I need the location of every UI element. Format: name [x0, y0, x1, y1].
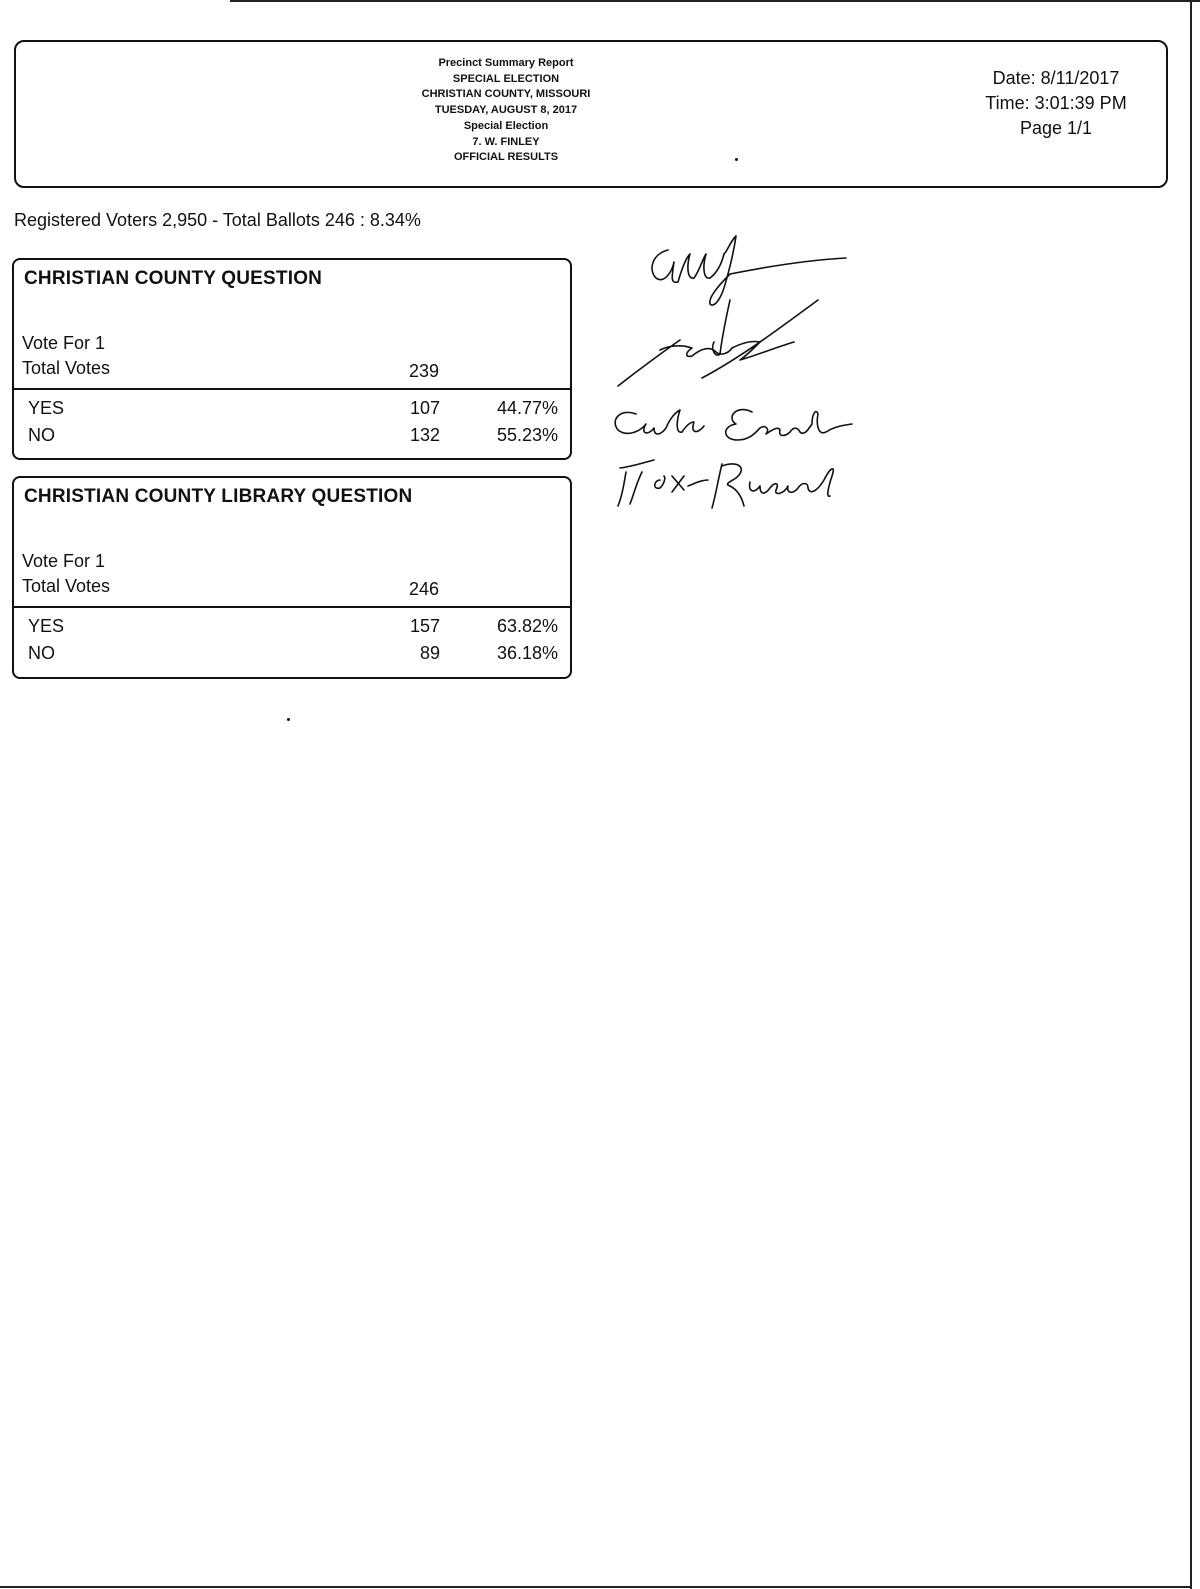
- precinct-name: 7. W. FINLEY: [472, 135, 540, 148]
- total-votes-value: 239: [408, 361, 439, 381]
- choice-name: YES: [28, 616, 65, 636]
- contest-box-county-question: [12, 258, 572, 460]
- report-time: Time: 3:01:39 PM: [985, 93, 1127, 113]
- choice-row: [14, 643, 570, 669]
- vote-for: Vote For 1: [22, 551, 106, 571]
- report-title: Precinct Summary Report: [438, 57, 574, 69]
- total-votes-label: Total Votes: [22, 576, 111, 596]
- election-name: SPECIAL ELECTION: [452, 72, 560, 85]
- choice-name: NO: [28, 643, 55, 663]
- signature-4: [618, 460, 833, 508]
- choice-row: [14, 398, 570, 424]
- choice-votes: 157: [409, 616, 440, 636]
- total-votes-label: Total Votes: [22, 358, 111, 378]
- divider: [14, 606, 570, 608]
- page-border-right: [1190, 0, 1192, 1589]
- choice-percent: 36.18%: [496, 643, 558, 663]
- contest-box-library-question: [12, 476, 572, 679]
- contest-title: CHRISTIAN COUNTY QUESTION: [24, 268, 323, 289]
- choice-votes: 107: [409, 398, 440, 418]
- jurisdiction: CHRISTIAN COUNTY, MISSOURI: [421, 88, 591, 101]
- choice-percent: 55.23%: [496, 425, 558, 445]
- stray-mark: [735, 158, 738, 161]
- signature-block: [590, 228, 880, 528]
- choice-name: YES: [28, 398, 65, 418]
- report-date: Date: 8/11/2017: [992, 68, 1120, 88]
- choice-row: [14, 425, 570, 451]
- page-border-top: [230, 0, 1200, 2]
- report-title-block: [346, 56, 666, 166]
- turnout-summary: Registered Voters 2,950 - Total Ballots 246 : 8.34%: [14, 210, 421, 230]
- report-header: [14, 40, 1168, 188]
- stray-mark: [287, 718, 290, 721]
- report-meta: [956, 66, 1156, 141]
- page-number: Page 1/1: [1019, 118, 1093, 138]
- contest-title: CHRISTIAN COUNTY LIBRARY QUESTION: [24, 486, 413, 507]
- election-type: Special Election: [463, 119, 549, 132]
- choice-name: NO: [28, 425, 55, 445]
- choice-row: [14, 616, 570, 642]
- divider: [14, 388, 570, 390]
- choice-percent: 63.82%: [496, 616, 558, 636]
- choice-votes: 132: [409, 425, 440, 445]
- choice-votes: 89: [419, 643, 440, 663]
- signature-3-carla-essick: [615, 410, 852, 440]
- choice-percent: 44.77%: [496, 398, 558, 418]
- total-votes-value: 246: [408, 579, 439, 599]
- election-date: TUESDAY, AUGUST 8, 2017: [434, 104, 578, 117]
- page-border-bottom: [0, 1586, 1192, 1588]
- signature-1: [652, 236, 846, 305]
- vote-for: Vote For 1: [22, 333, 106, 353]
- signature-2: [618, 300, 818, 386]
- results-status: OFFICIAL RESULTS: [453, 151, 559, 164]
